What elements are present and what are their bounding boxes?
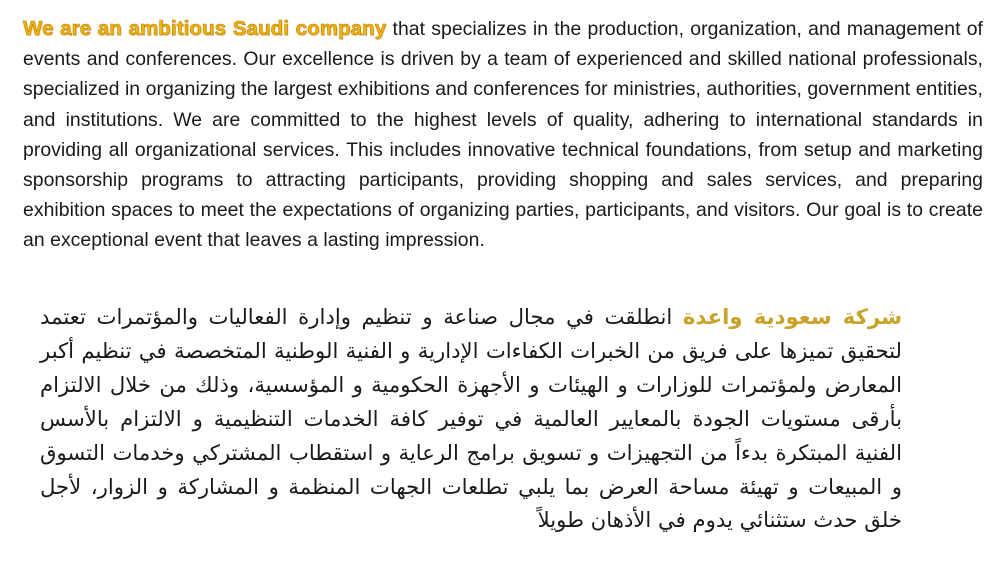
arabic-paragraph — [40, 300, 902, 537]
arabic-body-text: انطلقت في مجال صناعة و تنظيم وإدارة الفعاليات والمؤتمرات تعتمد لتحقيق تميزها على فريق من الخبرات الكفاءات الإدارية و الفنية الوطنية المتخصصة في تنظيم أكبر المعارض ولمؤتمرات للوزارات و الهيئات و الأجهزة الحكومية و المؤسسية، وذلك من خلال الالتزام بأرقى مستويات الجودة بالمعايير العالمية في توفير كافة الخدمات التنظيمية و الالتزام بالأسس الفنية المبتكرة بدءاً من التجهيزات و تسويق برامج الرعاية و استقطاب المشتركي وخدمات التسوق و المبيعات و تهيئة مساحة العرض بما يلبي تطلعات الجهات المنظمة و المشاركة و الزوار، لأجل خلق حدث ستثنائي يدوم في الأذهان طويلاً — [40, 304, 902, 533]
english-body-text: that specializes in the production, organization, and management of events and conferences. Our excellence is driven by a team of experienced and skilled national professionals, specialized in organizing the largest exhibitions and conferences for ministries, authorities, government entities, and institutions. We are committed to the highest levels of quality, adhering to international standards in providing all organizational services. This includes innovative technical foundations, from setup and marketing sponsorship programs to attracting participants, providing shopping and sales services, and preparing exhibition spaces to meet the expectations of organizing parties, participants, and visitors. Our goal is to create an exceptional event that leaves a lasting impression. — [23, 18, 983, 252]
arabic-highlight-phrase: شركة سعودية واعدة — [682, 304, 902, 329]
english-highlight-phrase: We are an ambitious Saudi company — [23, 17, 387, 40]
english-paragraph — [23, 14, 983, 256]
